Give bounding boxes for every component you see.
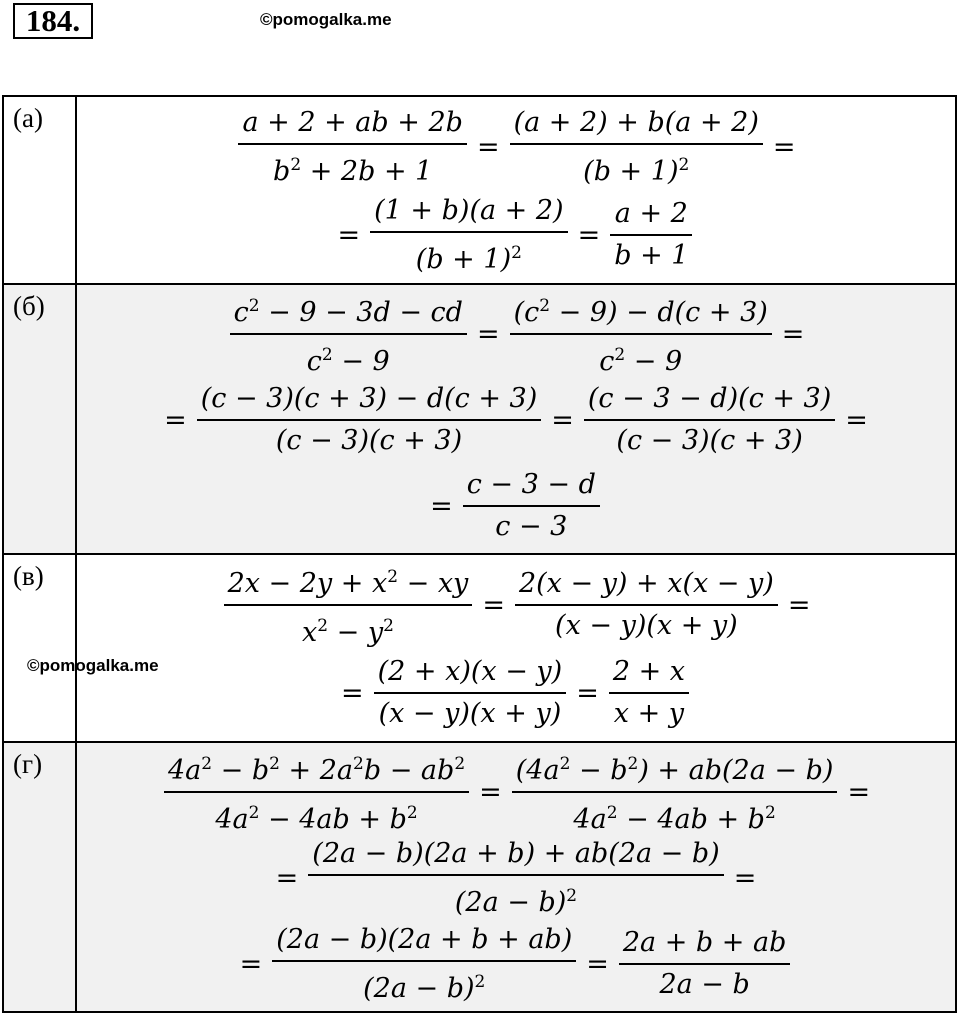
equals-sign: = [845,404,868,436]
fraction [197,381,542,459]
fraction [510,105,763,190]
denominator: (c − 3)(c + 3) [616,425,803,456]
denominator: (c − 3)(c + 3) [275,425,463,456]
row-label: (г) [3,742,76,1012]
fraction [610,196,692,274]
equals-sign: = [476,318,500,350]
numerator: (a + 2) + b(a + 2) [513,106,759,138]
denominator: (x − y)(x + y) [555,610,738,641]
numerator: $4a^2 - b^2 + 2a^2b - ab^2$ [167,754,466,786]
equals-sign: = [577,219,601,251]
equals-sign: = [787,589,811,621]
denominator: $(2a - b)^2$ [454,885,578,918]
equals-sign: = [847,776,871,808]
denominator: $(2a - b)^2$ [363,971,486,1004]
equals-sign: = [275,862,299,894]
numerator: a + 2 [614,198,688,229]
fraction [510,288,772,380]
fraction [272,922,576,1007]
numerator: c − 3 − d [466,469,596,500]
fraction [374,654,567,732]
numerator: (2 + x)(x − y) [377,656,563,687]
solution-row [3,96,956,284]
solution-row [3,284,956,554]
numerator: $2x - 2y + x^2$ − xy [227,567,469,599]
denominator: $b^2 + 2b + 1$ [273,154,433,187]
solution-row [3,742,956,1012]
denominator: $c^2 - 9$ [306,345,390,377]
row-math [76,96,956,284]
denominator: $(b + 1)^2$ [415,242,522,275]
numerator: (2a − b)(2a + b + ab) [276,923,573,955]
equation-line [77,835,955,921]
fraction [370,193,567,278]
equals-sign: = [482,589,505,621]
equation-line [77,103,955,191]
equals-sign: = [733,862,757,894]
equals-sign: = [772,131,796,163]
watermark: ©pomogalka.me [27,656,159,675]
fraction [463,467,600,545]
denominator: c − 3 [495,511,568,542]
numerator: $(c^2 - 9) - d(c + 3)$ [513,296,768,328]
numerator: $(4a^2 - b^2) + ab(2a - b)$ [515,754,834,786]
row-label: (а) [3,96,76,284]
equals-sign: = [239,948,263,980]
solution-row [3,554,956,742]
row-label: (в) [3,554,76,742]
numerator: a + 2 + ab + 2b [242,106,463,138]
numerator: (c − 3)(c + 3) − d(c + 3) [200,383,538,414]
equals-sign: = [430,490,453,522]
equals-sign: = [551,404,574,436]
equation-line [77,377,955,463]
numerator: (1 + b)(a + 2) [374,194,564,226]
fraction [308,836,723,921]
equation-line [77,191,955,279]
fraction [238,105,466,190]
equation-line [77,291,955,377]
row-math [76,284,956,554]
equals-sign: = [479,776,502,808]
denominator: 2a − b [659,969,750,1000]
fraction [512,746,838,838]
equals-sign: = [340,677,364,709]
fraction [515,566,778,644]
denominator: $c^2 - 9$ [599,345,683,377]
numerator: 2(x − y) + x(x − y) [518,568,774,599]
row-math [76,554,956,742]
fraction [609,654,689,732]
denominator: x + y [613,698,685,729]
numerator: (c − 3 − d)(c + 3) [587,383,832,414]
denominator: $(b + 1)^2$ [583,154,690,187]
numerator: 2a + b + ab [622,927,787,958]
fraction [230,288,467,380]
equation-line [77,921,955,1007]
equals-sign: = [476,131,500,163]
numerator: 2 + x [612,656,686,687]
equals-sign: = [576,677,599,709]
numerator: $c^2 - 9 - 3d$ − cd [233,296,463,328]
fraction [224,559,473,651]
equals-sign: = [781,318,805,350]
row-math [76,742,956,1012]
problem-number: 184. [13,3,93,39]
equals-sign: = [586,948,609,980]
fraction [164,746,469,838]
equals-sign: = [164,404,187,436]
fraction [619,925,791,1003]
equation-line [77,561,955,649]
numerator: (2a − b)(2a + b) + ab(2a − b) [312,837,720,869]
denominator: (x − y)(x + y) [378,698,562,729]
solution-table [2,95,957,1013]
fraction [584,381,835,459]
equals-sign: = [337,219,361,251]
row-label: (б) [3,284,76,554]
denominator: $4a^2 - 4ab + b^2$ [573,803,776,835]
equation-line [77,749,955,835]
denominator: b + 1 [614,240,689,271]
denominator: $4a^2 - 4ab + b^2$ [215,803,418,835]
equation-line [77,463,955,549]
equation-line [77,649,955,737]
denominator: $x^2 - y^2$ [301,616,394,648]
watermark: ©pomogalka.me [260,10,392,29]
